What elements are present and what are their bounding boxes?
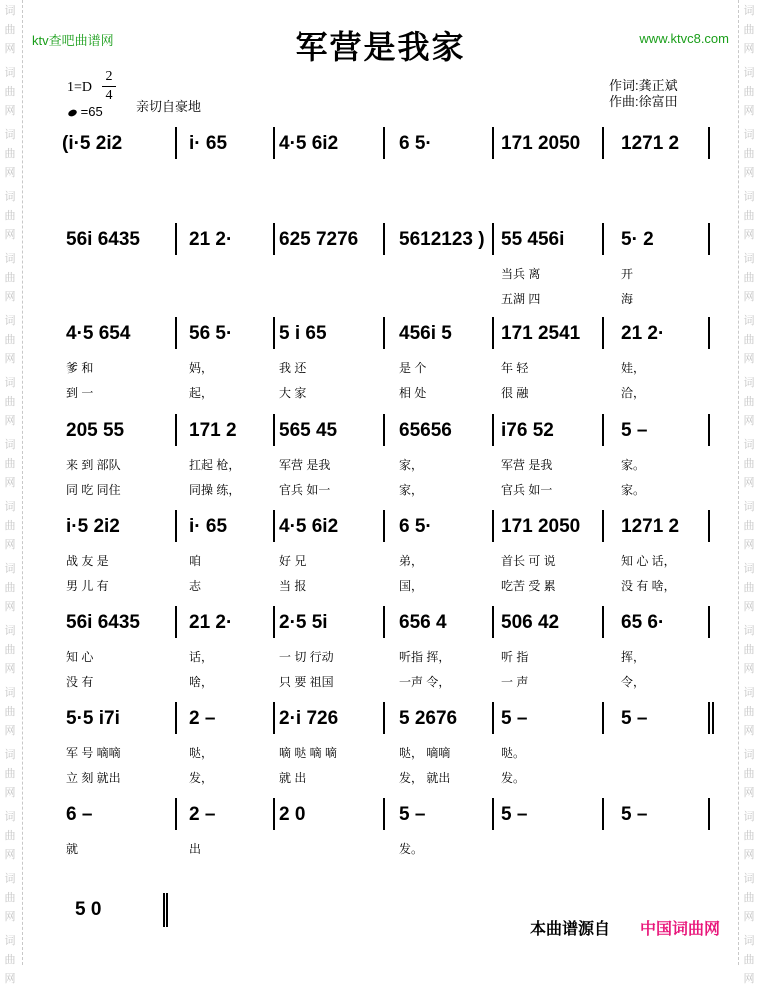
watermark-glyph: 曲 (743, 396, 755, 408)
barline (492, 510, 494, 542)
watermark-glyph: 词 (743, 563, 755, 575)
barline (175, 414, 177, 446)
watermark-glyph: 网 (4, 849, 16, 861)
watermark-glyph: 网 (743, 849, 755, 861)
barline (708, 510, 710, 542)
watermark-glyph: 词 (4, 377, 16, 389)
watermark-glyph: 曲 (4, 830, 16, 842)
lyric-text: 当 报 (279, 579, 307, 593)
measure-notes: 1271 2 (621, 133, 680, 154)
lyricist: 作词:龚正斌 (609, 78, 678, 93)
lyric-text: 听 指 (501, 650, 529, 664)
lyric-text: 爹 和 (66, 361, 94, 375)
footer-source-label: 本曲谱源自 (530, 921, 611, 938)
lyric-text: 来 到 部队 (66, 458, 121, 472)
watermark-glyph: 词 (4, 253, 16, 265)
watermark-glyph: 曲 (743, 210, 755, 222)
watermark-glyph: 网 (743, 229, 755, 241)
watermark-glyph: 网 (4, 353, 16, 365)
lyric-text: 发， 就出 (399, 771, 451, 785)
watermark-glyph: 网 (743, 663, 755, 675)
watermark-glyph: 网 (4, 601, 16, 613)
measure-notes: 565 45 (279, 420, 338, 441)
measure-notes: 5612123 ) (399, 229, 485, 250)
watermark-glyph: 词 (743, 749, 755, 761)
barline (708, 606, 710, 638)
barline (175, 317, 177, 349)
watermark-glyph: 词 (4, 749, 16, 761)
barline (383, 702, 385, 734)
measure-notes: i· 65 (189, 133, 228, 154)
watermark-glyph: 网 (743, 415, 755, 427)
lyric-text: 当兵 离 (501, 267, 541, 281)
measure-notes: 5 – (501, 804, 528, 825)
watermark-glyph: 词 (4, 873, 16, 885)
watermark-glyph: 网 (743, 725, 755, 737)
measure-notes: 1271 2 (621, 516, 680, 537)
barline (273, 510, 275, 542)
lyric-text: 没 有 啥， (621, 579, 676, 593)
watermark-glyph: 词 (743, 67, 755, 79)
measure-notes: 5 – (621, 804, 648, 825)
barline (383, 414, 385, 446)
watermark-glyph: 曲 (4, 644, 16, 656)
time-signature (102, 68, 116, 105)
watermark-glyph: 曲 (743, 706, 755, 718)
barline (602, 510, 604, 542)
measure-notes: 656 4 (399, 612, 447, 633)
expression-marking: 亲切自豪地 (136, 99, 202, 114)
barline (273, 606, 275, 638)
watermark-glyph: 曲 (4, 768, 16, 780)
barline (273, 127, 275, 159)
measure-notes: 2·i 726 (279, 708, 339, 729)
lyric-text: 起， (189, 386, 214, 400)
barline (708, 798, 710, 830)
measure-notes: 2 – (189, 804, 216, 825)
watermark-glyph: 网 (4, 229, 16, 241)
barline (175, 223, 177, 255)
watermark-glyph: 词 (743, 687, 755, 699)
watermark-glyph: 曲 (4, 396, 16, 408)
measure-notes: 6 5· (399, 133, 432, 154)
measure-notes: 4·5 6i2 (279, 516, 339, 537)
lyric-text: 志 (189, 579, 202, 593)
lyric-text: 官兵 如一 (501, 483, 553, 497)
lyric-text: 弟， (399, 554, 424, 568)
barline (383, 798, 385, 830)
watermark-glyph: 曲 (743, 582, 755, 594)
measure-notes: 5 i 65 (279, 323, 327, 344)
measure-notes: 5 0 (75, 899, 102, 920)
lyric-text: 军营 是我 (279, 458, 331, 472)
barline (492, 606, 494, 638)
measure-notes: (i·5 2i2 (62, 133, 123, 154)
measure-notes: 205 55 (66, 420, 125, 441)
measure-notes: 56 5· (189, 323, 233, 344)
site-name-left: ktv查吧曲谱网 (32, 33, 114, 48)
watermark-glyph: 曲 (4, 520, 16, 532)
time-signature-top: 2 (105, 69, 113, 84)
barline (273, 702, 275, 734)
watermark-glyph: 曲 (4, 148, 16, 160)
barline (383, 510, 385, 542)
barline (602, 127, 604, 159)
measure-notes: 5 – (621, 708, 648, 729)
watermark-glyph: 词 (4, 811, 16, 823)
lyric-text: 一 切 行动 (279, 650, 334, 664)
lyric-text: 知 心 (66, 650, 94, 664)
lyric-text: 哒， 嘀嘀 (399, 746, 451, 760)
watermark-glyph: 曲 (743, 954, 755, 966)
barline (708, 223, 710, 255)
measure-notes: 2 0 (279, 804, 306, 825)
lyric-text: 相 处 (399, 386, 427, 400)
lyric-text: 咱 (189, 554, 202, 568)
barline (708, 414, 710, 446)
credits (609, 78, 678, 110)
barline (175, 798, 177, 830)
watermark-glyph: 词 (743, 315, 755, 327)
watermark-glyph: 网 (743, 291, 755, 303)
watermark-glyph: 曲 (4, 86, 16, 98)
lyric-text: 军 号 嘀嘀 (66, 746, 121, 760)
lyric-text: 是 个 (399, 361, 427, 375)
watermark-glyph: 词 (743, 5, 755, 17)
watermark-glyph: 网 (743, 477, 755, 489)
site-url-right: www.ktvc8.com (639, 31, 729, 46)
barline (175, 127, 177, 159)
watermark-glyph: 网 (743, 539, 755, 551)
measure-notes: 4·5 654 (66, 323, 131, 344)
watermark-glyph: 网 (743, 973, 755, 985)
measure-notes: 6 5· (399, 516, 432, 537)
watermark-glyph: 网 (4, 663, 16, 675)
measure-notes: 5 – (501, 708, 528, 729)
watermark-glyph: 词 (4, 563, 16, 575)
lyric-text: 到 一 (66, 386, 94, 400)
watermark-glyph: 词 (4, 935, 16, 947)
barline (175, 702, 177, 734)
measure-notes: i·5 2i2 (66, 516, 120, 537)
tempo-value: =65 (80, 104, 103, 119)
watermark-glyph: 曲 (743, 520, 755, 532)
barline (708, 127, 710, 159)
lyric-text: 家， (399, 458, 424, 472)
watermark-glyph: 曲 (743, 892, 755, 904)
barline (602, 702, 604, 734)
watermark-glyph: 词 (743, 377, 755, 389)
barline (602, 414, 604, 446)
page-title: 军营是我家 (295, 29, 466, 65)
lyric-text: 家。 (621, 483, 646, 497)
barline (602, 223, 604, 255)
barline (175, 510, 177, 542)
measure-notes: 2 – (189, 708, 216, 729)
watermark-glyph: 词 (743, 253, 755, 265)
measure-notes: 55 456i (501, 229, 565, 250)
watermark-glyph: 曲 (4, 892, 16, 904)
measure-notes: 5· 2 (621, 229, 654, 250)
footer-source-site[interactable]: 中国词曲网 (640, 921, 721, 938)
lyric-text: 令， (621, 675, 646, 689)
lyric-text: 发， (189, 771, 214, 785)
lyric-text: 首长 可 说 (501, 554, 556, 568)
lyric-text: 听指 挥， (399, 650, 451, 664)
barline (273, 414, 275, 446)
lyric-text: 娃， (621, 361, 646, 375)
watermark-glyph: 曲 (4, 458, 16, 470)
barline (492, 798, 494, 830)
measure-notes: 506 42 (501, 612, 560, 633)
right-watermark-strip (738, 0, 761, 985)
barline (273, 798, 275, 830)
watermark-glyph: 曲 (4, 210, 16, 222)
watermark-glyph: 词 (4, 501, 16, 513)
measure-notes: 21 2· (189, 612, 233, 633)
lyric-text: 出 (189, 842, 202, 856)
barline (708, 317, 710, 349)
lyric-text: 话， (189, 650, 214, 664)
watermark-glyph: 曲 (743, 334, 755, 346)
lyric-text: 家。 (621, 458, 646, 472)
measure-notes: i76 52 (501, 420, 554, 441)
lyric-text: 挥， (621, 650, 646, 664)
final-barline (163, 893, 165, 927)
watermark-glyph: 词 (743, 811, 755, 823)
lyric-text: 很 融 (501, 386, 529, 400)
barline (602, 798, 604, 830)
lyric-text: 知 心 话， (621, 554, 676, 568)
measure-notes: 171 2 (189, 420, 237, 441)
lyric-text: 海 (621, 292, 634, 306)
lyric-text: 开 (621, 267, 634, 281)
watermark-glyph: 网 (4, 167, 16, 179)
lyric-text: 一 声 (501, 675, 529, 689)
lyric-text: 好 兄 (279, 554, 307, 568)
watermark-glyph: 网 (743, 167, 755, 179)
watermark-glyph: 网 (4, 911, 16, 923)
key-signature: 1=D (67, 80, 93, 95)
measure-notes: 171 2050 (501, 516, 581, 537)
lyric-text: 国， (399, 579, 424, 593)
barline (492, 702, 494, 734)
barline (273, 223, 275, 255)
lyric-text: 战 友 是 (66, 554, 109, 568)
measure-notes: 456i 5 (399, 323, 452, 344)
watermark-glyph: 曲 (743, 272, 755, 284)
measure-notes: 4·5 6i2 (279, 133, 339, 154)
watermark-glyph: 网 (4, 787, 16, 799)
measure-notes: 5 2676 (399, 708, 458, 729)
watermark-glyph: 曲 (4, 24, 16, 36)
watermark-glyph: 曲 (743, 458, 755, 470)
watermark-glyph: 曲 (743, 86, 755, 98)
barline (175, 606, 177, 638)
measure-notes: 56i 6435 (66, 612, 140, 633)
lyric-text: 妈， (189, 361, 214, 375)
lyric-text: 五湖 四 (501, 292, 541, 306)
watermark-glyph: 词 (4, 67, 16, 79)
watermark-glyph: 网 (4, 415, 16, 427)
watermark-glyph: 词 (743, 935, 755, 947)
lyric-text: 吃苦 受 累 (501, 579, 556, 593)
watermark-glyph: 网 (743, 43, 755, 55)
measure-notes: i· 65 (189, 516, 228, 537)
barline (383, 317, 385, 349)
barline (492, 127, 494, 159)
watermark-glyph: 词 (4, 687, 16, 699)
composer: 作曲:徐富田 (609, 94, 678, 109)
watermark-glyph: 网 (4, 43, 16, 55)
watermark-glyph: 词 (4, 5, 16, 17)
measure-notes: 625 7276 (279, 229, 359, 250)
barline (383, 606, 385, 638)
measure-notes: 171 2050 (501, 133, 581, 154)
watermark-glyph: 词 (743, 501, 755, 513)
lyric-text: 我 还 (279, 361, 307, 375)
measure-notes: 65656 (399, 420, 452, 441)
measure-notes: 5 – (621, 420, 648, 441)
watermark-glyph: 词 (4, 625, 16, 637)
watermark-glyph: 曲 (4, 582, 16, 594)
quarter-note-icon (67, 108, 78, 117)
watermark-glyph: 曲 (743, 830, 755, 842)
lyric-text: 军营 是我 (501, 458, 553, 472)
barline (492, 414, 494, 446)
tempo-marking (68, 104, 103, 119)
lyric-text: 家， (399, 483, 424, 497)
barline (602, 317, 604, 349)
watermark-glyph: 词 (743, 439, 755, 451)
watermark-glyph: 网 (4, 973, 16, 985)
watermark-glyph: 曲 (743, 768, 755, 780)
barline (273, 317, 275, 349)
watermark-glyph: 曲 (4, 706, 16, 718)
watermark-glyph: 词 (4, 315, 16, 327)
watermark-glyph: 网 (4, 105, 16, 117)
watermark-glyph: 网 (4, 539, 16, 551)
lyric-text: 发。 (501, 771, 526, 785)
watermark-glyph: 曲 (743, 644, 755, 656)
measure-notes: 6 – (66, 804, 93, 825)
measure-notes: 171 2541 (501, 323, 581, 344)
lyric-text: 只 要 祖国 (279, 675, 334, 689)
barline (602, 606, 604, 638)
lyric-text: 哒， (189, 746, 214, 760)
lyric-text: 官兵 如一 (279, 483, 331, 497)
watermark-glyph: 词 (743, 129, 755, 141)
watermark-glyph: 网 (4, 291, 16, 303)
lyric-text: 年 轻 (501, 361, 529, 375)
watermark-glyph: 词 (743, 625, 755, 637)
measure-notes: 21 2· (621, 323, 665, 344)
lyric-text: 发。 (399, 842, 424, 856)
measure-notes: 2·5 5i (279, 612, 328, 633)
lyric-text: 男 儿 有 (66, 579, 109, 593)
watermark-glyph: 曲 (4, 334, 16, 346)
watermark-glyph: 曲 (4, 954, 16, 966)
measure-notes: 5 – (399, 804, 426, 825)
lyric-text: 就 出 (279, 771, 307, 785)
lyric-text: 啥， (189, 675, 214, 689)
lyric-text: 立 刻 就出 (66, 771, 121, 785)
watermark-glyph: 网 (4, 725, 16, 737)
barline (708, 702, 710, 734)
watermark-glyph: 词 (4, 129, 16, 141)
watermark-glyph: 网 (743, 601, 755, 613)
watermark-glyph: 曲 (743, 24, 755, 36)
measure-notes: 5·5 i7i (66, 708, 120, 729)
watermark-glyph: 网 (743, 787, 755, 799)
barline (383, 127, 385, 159)
lyric-text: 一声 令， (399, 675, 451, 689)
lyric-text: 哒。 (501, 746, 526, 760)
barline (383, 223, 385, 255)
lyric-text: 扛起 枪， (189, 458, 241, 472)
time-signature-bottom: 4 (102, 86, 116, 105)
left-watermark-strip (0, 0, 23, 985)
watermark-glyph: 词 (4, 191, 16, 203)
lyric-text: 同 吃 同住 (66, 483, 121, 497)
lyric-text: 嘀 哒 嘀 嘀 (279, 746, 338, 760)
watermark-glyph: 词 (4, 439, 16, 451)
lyric-text: 大 家 (279, 386, 307, 400)
lyric-text: 洽， (621, 386, 646, 400)
barline (492, 223, 494, 255)
measure-notes: 65 6· (621, 612, 665, 633)
measure-notes: 56i 6435 (66, 229, 140, 250)
watermark-glyph: 曲 (4, 272, 16, 284)
lyric-text: 同操 练， (189, 483, 241, 497)
watermark-glyph: 网 (743, 105, 755, 117)
watermark-glyph: 词 (743, 873, 755, 885)
watermark-glyph: 网 (743, 911, 755, 923)
lyric-text: 没 有 (66, 675, 94, 689)
measure-notes: 21 2· (189, 229, 233, 250)
barline (492, 317, 494, 349)
watermark-glyph: 词 (743, 191, 755, 203)
watermark-glyph: 网 (743, 353, 755, 365)
watermark-glyph: 曲 (743, 148, 755, 160)
lyric-text: 就 (66, 842, 79, 856)
watermark-glyph: 网 (4, 477, 16, 489)
